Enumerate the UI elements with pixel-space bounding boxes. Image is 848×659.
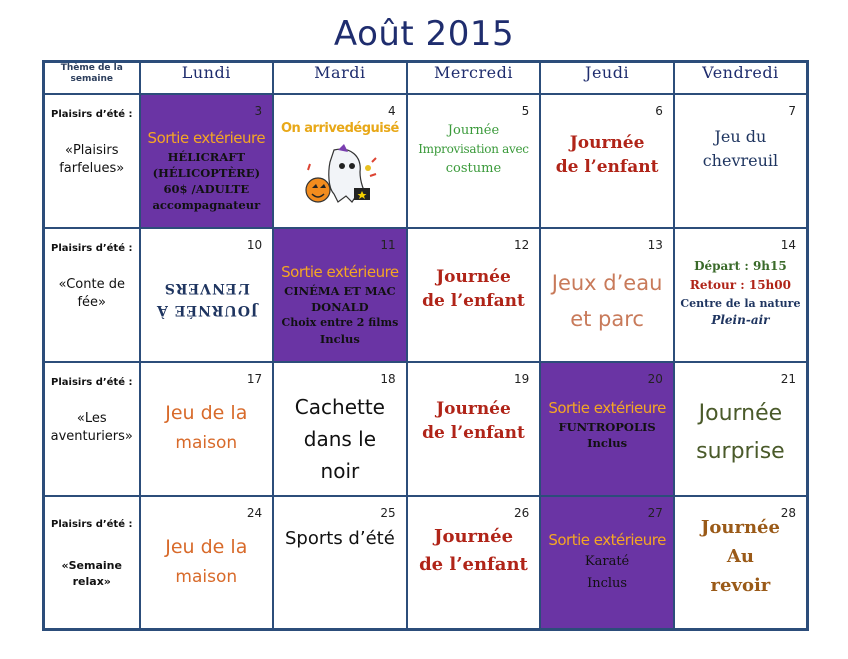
week-row xyxy=(44,362,808,496)
activity-line: Journée xyxy=(569,132,645,153)
day-header-mercredi: Mercredi xyxy=(407,62,541,94)
day-number: 5 xyxy=(521,103,530,118)
day-number: 21 xyxy=(780,371,796,386)
activity-line: chevreuil xyxy=(702,150,779,170)
day-number: 19 xyxy=(514,371,530,386)
activity-line: Inclus xyxy=(587,575,628,591)
day-header-vendredi: Vendredi xyxy=(674,62,808,94)
day-number: 11 xyxy=(380,237,396,252)
day-cell[interactable] xyxy=(407,94,541,228)
day-number: 7 xyxy=(788,103,796,118)
activity-line: Journée xyxy=(436,398,511,419)
activity-line: Inclus xyxy=(319,331,360,346)
day-header-lundi: Lundi xyxy=(140,62,274,94)
activity-line: Jeux d’eau xyxy=(551,270,663,295)
activity-line: Karaté xyxy=(584,553,630,569)
theme-name: «Conte de fée» xyxy=(58,276,125,310)
activity-line: JOURNÉE À xyxy=(155,301,258,318)
day-cell[interactable] xyxy=(140,496,274,630)
activity-line: Plein-air xyxy=(711,312,770,327)
day-cell[interactable] xyxy=(674,496,808,630)
activity-line: Cachette xyxy=(294,394,385,419)
day-number: 24 xyxy=(246,505,263,520)
activity-line: L’ENVERS xyxy=(163,279,250,296)
day-cell[interactable] xyxy=(273,94,407,228)
theme-header: Thème de la semaine xyxy=(44,62,140,94)
activity-line: dans le xyxy=(303,426,377,451)
day-cell[interactable] xyxy=(540,496,674,630)
activity-line: Au xyxy=(726,545,754,567)
activity-line: noir xyxy=(320,458,360,483)
activity-line: accompagnateur xyxy=(152,197,261,212)
week-theme xyxy=(44,228,140,362)
day-number: 27 xyxy=(647,505,663,520)
activity-line: Journée xyxy=(436,266,511,287)
activity-line: DONALD xyxy=(311,299,369,314)
day-number: 13 xyxy=(647,237,663,252)
activity-line: HÉLICRAFT xyxy=(167,149,246,164)
activity-line: costume xyxy=(445,160,502,176)
day-cell[interactable] xyxy=(140,228,274,362)
theme-label: Plaisirs d’été : xyxy=(51,518,133,530)
theme-name: «Semaine relax» xyxy=(61,558,122,588)
week-theme xyxy=(44,362,140,496)
activity-line: de l’enfant xyxy=(422,290,525,311)
week-theme xyxy=(44,94,140,228)
day-number: 3 xyxy=(254,103,263,118)
activity-line: CINÉMA ET MAC xyxy=(284,283,396,298)
day-number: 18 xyxy=(380,371,396,386)
activity-line: de l’enfant xyxy=(419,553,528,575)
day-cell[interactable] xyxy=(273,496,407,630)
theme-label: Plaisirs d’été : xyxy=(51,376,133,388)
theme-name: «Les aventuriers» xyxy=(50,410,133,444)
day-number: 26 xyxy=(514,505,530,520)
week-row xyxy=(44,228,808,362)
day-number: 6 xyxy=(655,103,663,118)
activity-line: FUNTROPOLIS xyxy=(558,419,656,434)
day-number: 28 xyxy=(780,505,796,520)
activity-line: et parc xyxy=(570,306,644,331)
theme-label: Plaisirs d’été : xyxy=(51,108,133,120)
activity-line: Journée xyxy=(433,525,514,547)
activity-line: de l’enfant xyxy=(422,422,525,443)
activity-line: surprise xyxy=(696,438,785,464)
activity-line: Retour : 15h00 xyxy=(689,277,791,292)
activity-text: On arrivedéguisé xyxy=(280,120,399,136)
page-title: Août 2015 xyxy=(333,14,515,54)
outing-label: Sortie extérieure xyxy=(147,128,266,147)
week-theme xyxy=(44,496,140,630)
activity-line: de l’enfant xyxy=(555,156,659,177)
activity-line: 60$ /ADULTE xyxy=(163,181,250,196)
day-cell[interactable] xyxy=(674,94,808,228)
outing-label: Sortie extérieure xyxy=(281,262,399,281)
activity-line: Jeu de la xyxy=(165,401,248,424)
day-number: 20 xyxy=(647,371,663,386)
day-cell[interactable] xyxy=(273,228,407,362)
calendar-table xyxy=(42,60,809,631)
activity-line: Jeu de la xyxy=(165,535,248,558)
day-cell[interactable] xyxy=(140,362,274,496)
activity-line: Journée xyxy=(698,400,783,426)
day-number: 17 xyxy=(246,371,263,386)
costume-ghost-icon xyxy=(298,142,382,208)
day-cell[interactable] xyxy=(540,228,674,362)
week-row xyxy=(44,94,808,228)
outing-label: Sortie extérieure xyxy=(548,530,666,549)
day-cell[interactable] xyxy=(674,228,808,362)
activity-line: Choix entre 2 films xyxy=(281,315,399,329)
day-header-mardi: Mardi xyxy=(273,62,407,94)
day-cell[interactable] xyxy=(140,94,274,228)
day-cell[interactable] xyxy=(273,362,407,496)
day-number: 10 xyxy=(246,237,263,252)
activity-line: maison xyxy=(175,432,238,453)
activity-line: maison xyxy=(175,566,238,587)
day-number: 4 xyxy=(388,103,396,118)
day-cell[interactable] xyxy=(407,228,541,362)
activity-line: Journée xyxy=(700,516,780,538)
day-cell[interactable] xyxy=(540,94,674,228)
activity-line: Journée xyxy=(447,122,500,138)
activity-line: Centre de la nature xyxy=(680,296,801,310)
outing-label: Sortie extérieure xyxy=(548,398,666,417)
day-number: 25 xyxy=(380,505,396,520)
day-cell[interactable] xyxy=(540,362,674,496)
day-number: 12 xyxy=(514,237,530,252)
day-cell[interactable] xyxy=(407,362,541,496)
theme-name: «Plaisirs farfelues» xyxy=(59,142,125,176)
activity-line: Improvisation avec xyxy=(418,141,529,156)
week-row xyxy=(44,496,808,630)
activity-line: (HÉLICOPTÈRE) xyxy=(152,165,261,180)
activity-line: Inclus xyxy=(587,435,628,450)
day-header-jeudi: Jeudi xyxy=(540,62,674,94)
day-cell[interactable] xyxy=(407,496,541,630)
day-number: 14 xyxy=(780,237,796,252)
header-row xyxy=(44,62,808,94)
activity-line: Jeu du xyxy=(714,126,767,146)
theme-label: Plaisirs d’été : xyxy=(51,242,133,254)
activity-line: revoir xyxy=(710,574,771,596)
day-cell[interactable] xyxy=(674,362,808,496)
activity-line: Départ : 9h15 xyxy=(694,258,787,273)
activity-line: Sports d’été xyxy=(285,527,395,549)
